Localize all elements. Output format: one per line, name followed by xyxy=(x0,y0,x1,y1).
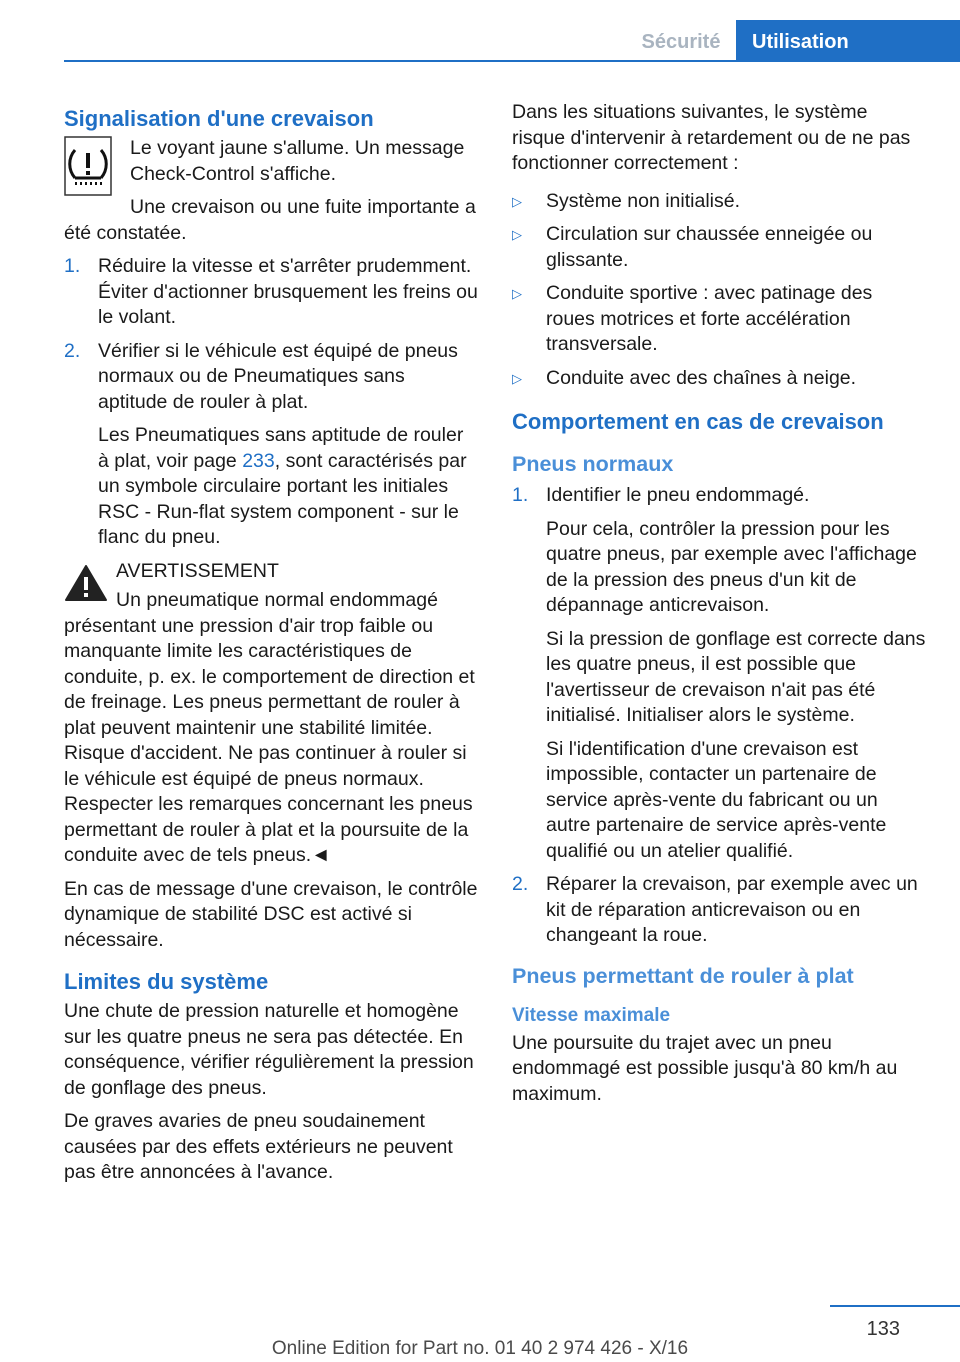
footer-rule xyxy=(830,1305,960,1307)
tab-securite[interactable]: Sécurité xyxy=(641,31,721,53)
list-item xyxy=(512,222,926,273)
step-subparagraph: Pour cela, contrôler la pression pour les quatre pneus, par exemple avec l'affichage de la pression des pneus d'un kit de dépannage anticrevaison. xyxy=(546,517,917,616)
warning-block xyxy=(64,559,478,869)
step-text: Vérifier si le véhicule est équipé de pneus normaux ou de Pneumatiques sans aptitude de rouler à plat. xyxy=(98,339,458,413)
triangle-bullet-icon: ▷ xyxy=(512,370,522,386)
heading-limites: Limites du système xyxy=(64,969,269,994)
list-item xyxy=(512,366,926,392)
heading-pneus-runflat: Pneus permettant de rouler à plat xyxy=(512,963,854,988)
intro-paragraph: Dans les situations suivantes, le système risque d'intervenir à retardement ou de ne pas fonctionner correctement : xyxy=(512,101,911,174)
triangle-bullet-icon: ▷ xyxy=(512,193,522,209)
list-item-normal-step-1 xyxy=(512,483,926,864)
list-item xyxy=(512,281,926,358)
tire-pressure-warning-icon xyxy=(64,136,112,196)
heading-comportement: Comportement en cas de crevaison xyxy=(512,409,884,434)
list-item-step-2 xyxy=(64,339,478,551)
page-link-233[interactable]: 233 xyxy=(242,449,275,472)
warning-title: AVERTISSEMENT xyxy=(116,559,279,582)
edition-footer: Online Edition for Part no. 01 40 2 974 426 - X/16 xyxy=(271,1338,689,1359)
vmax-paragraph: Une poursuite du trajet avec un pneu endommagé est possible jusqu'à 80 km/h au maximum. xyxy=(512,1031,898,1105)
warning-triangle-icon xyxy=(64,563,108,603)
bullet-text: Conduite avec des chaînes à neige. xyxy=(546,366,857,389)
signal-text-2: Une crevaison ou une fuite importante a été constatée. xyxy=(64,196,476,244)
step-number: 1. xyxy=(64,255,81,277)
list-item xyxy=(512,189,926,215)
triangle-bullet-icon: ▷ xyxy=(512,227,522,242)
bullet-text: Conduite sportive : avec patinage des roues motrices et forte accélération transversale. xyxy=(546,282,873,355)
step-subparagraph: Les Pneumatiques sans aptitude de rouler à plat, voir page 233, sont caractérisés par un symbole circulaire portant les initiales RSC - Run-flat system component - sur le flanc du pneu. xyxy=(98,424,467,548)
tab-utilisation[interactable]: Utilisation xyxy=(736,20,960,62)
step-subparagraph: Si la pression de gonflage est correcte dans les quatre pneus, il est possible que l'avertisseur de crevaison n'ait pas été initialisé. Initialiser alors le système. xyxy=(546,627,926,726)
bullet-text: Circulation sur chaussée enneigée ou glissante. xyxy=(546,223,873,271)
step-number: 2. xyxy=(64,339,81,362)
step-number: 1. xyxy=(512,484,529,506)
bullet-text: Système non initialisé. xyxy=(546,189,741,212)
left-column xyxy=(64,100,478,1194)
heading-vitesse-maximale: Vitesse maximale xyxy=(512,1004,671,1026)
step-subparagraph: Si l'identification d'une crevaison est impossible, contacter un partenaire de service après-vente du fabricant ou un autre partenaire de service après-vente qualifié ou un atelier qualifié. xyxy=(546,737,887,862)
warning-text: Un pneumatique normal endommagé présentant une pression d'air trop faible ou manquante limite les caractéristiques de conduite, p. ex. le comportement de direction et de freinage. Les pneus permettant de rouler à plat peuvent maintenir une stabilité limitée. Risque d'accident. Ne pas continuer à rouler si le véhicule est équipé de pneus normaux. Respecter les remarques concernant les pneus permettant de rouler à plat et la poursuite de la conduite avec de tels pneus.◄ xyxy=(64,589,475,866)
step-text: Identifier le pneu endommagé. xyxy=(546,484,810,506)
dsc-paragraph: En cas de message d'une crevaison, le contrôle dynamique de stabilité DSC est activé si nécessaire. xyxy=(64,877,478,951)
signal-text-1: Le voyant jaune s'allume. Un message Check-Control s'affiche. xyxy=(130,137,465,185)
page-number: 133 xyxy=(866,1318,900,1340)
step-text: Réduire la vitesse et s'arrêter prudemment. Éviter d'actionner brusquement les freins ou le volant. xyxy=(98,255,478,328)
right-column xyxy=(512,100,926,1115)
list-item-step-1 xyxy=(64,254,478,331)
step-text: Réparer la crevaison, par exemple avec un kit de réparation anticrevaison ou en changeant la roue. xyxy=(546,873,918,946)
triangle-bullet-icon: ▷ xyxy=(512,286,522,301)
heading-signalisation: Signalisation d'une crevaison xyxy=(64,106,374,131)
limits-paragraph-1: Une chute de pression naturelle et homogène sur les quatre pneus ne sera pas détectée. En conséquence, vérifier régulièrement la pression de gonflage des pneus. xyxy=(64,1000,474,1099)
tire-warning-block xyxy=(64,136,478,246)
heading-pneus-normaux: Pneus normaux xyxy=(512,452,674,476)
list-item-normal-step-2 xyxy=(512,872,926,949)
step-number: 2. xyxy=(512,873,529,895)
page-header xyxy=(0,0,960,62)
limits-paragraph-2: De graves avaries de pneu soudainement causées par des effets extérieurs ne peuvent pas être annoncées à l'avance. xyxy=(64,1110,453,1183)
header-rule xyxy=(64,60,960,62)
